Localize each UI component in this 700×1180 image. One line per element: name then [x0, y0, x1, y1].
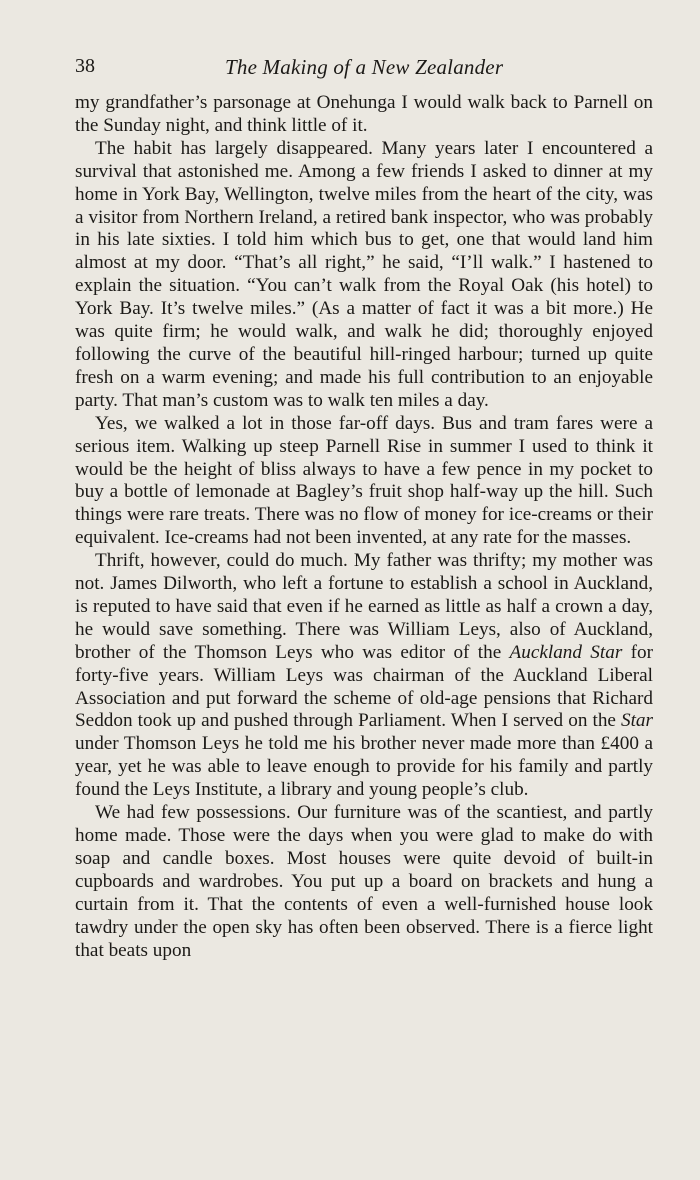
body-text	[75, 92, 653, 962]
paragraph-continuation: my grandfather’s parsonage at Onehunga I would walk back to Parnell on the Sunday night, and think little of it.	[75, 92, 653, 136]
newspaper-title: Auckland Star	[509, 641, 623, 663]
page-number: 38	[75, 55, 95, 77]
book-title: The Making of a New Zealander	[225, 55, 504, 79]
running-head	[75, 55, 651, 85]
paragraph-possessions: We had few possessions. Our furniture was of the scantiest, and partly home made. Those were the days when you were glad to make do with soap and candle boxes. Most houses were quite devoid of built-in cupboards and wardrobes. You put up a board on brackets and hung a curtain from it. That the contents of even a well-furnished house look tawdry under the open sky has often been observed. There is a fierce light that beats upon	[75, 802, 653, 961]
paragraph-thrift: Thrift, however, could do much. My father was thrifty; my mother was not. James Dilworth, who left a fortune to establish a school in Auckland, is reputed to have said that even if he earned as little as half a crown a day, he would save something. There was William Leys, also of Auckland, brother of the Thomson Leys who was editor of the Auckland Star for forty-five years. William Leys was chairman of the Auckland Liberal Association and put forward the scheme of old-age pensions that Richard Seddon took up and pushed through Parliament. When I served on the Star under Thomson Leys he told me his brother never made more than £400 a year, yet he was able to leave enough to provide for his family and partly found the Leys Institute, a library and young people’s club.	[75, 550, 653, 801]
paragraph-habit: The habit has largely disappeared. Many years later I encountered a survival that astonished me. Among a few friends I asked to dinner at my home in York Bay, Wellington, twelve miles from the heart of the city, was a visitor from Northern Ireland, a retired bank inspector, who was probably in his late sixties. I told him which bus to get, one that would land him almost at my door. “That’s all right,” he said, “I’ll walk.” I hastened to explain the situation. “You can’t walk from the Royal Oak (his hotel) to York Bay. It’s twelve miles.” (As a matter of fact it was a bit more.) He was quite firm; he would walk, and walk he did; thoroughly enjoyed following the curve of the beautiful hill-ringed harbour; turned up quite fresh on a warm evening; and made his full contribution to an enjoyable party. That man’s custom was to walk ten miles a day.	[75, 137, 653, 411]
paragraph-walking: Yes, we walked a lot in those far-off days. Bus and tram fares were a serious item. Walking up steep Parnell Rise in summer I used to think it would be the height of bliss always to have a few pence in my pocket to buy a bottle of lemonade at Bagley’s fruit shop half-way up the hill. Such things were rare treats. There was no flow of money for ice-creams or their equivalent. Ice-creams had not been invented, at any rate for the masses.	[75, 412, 653, 549]
newspaper-title-short: Star	[621, 710, 653, 732]
